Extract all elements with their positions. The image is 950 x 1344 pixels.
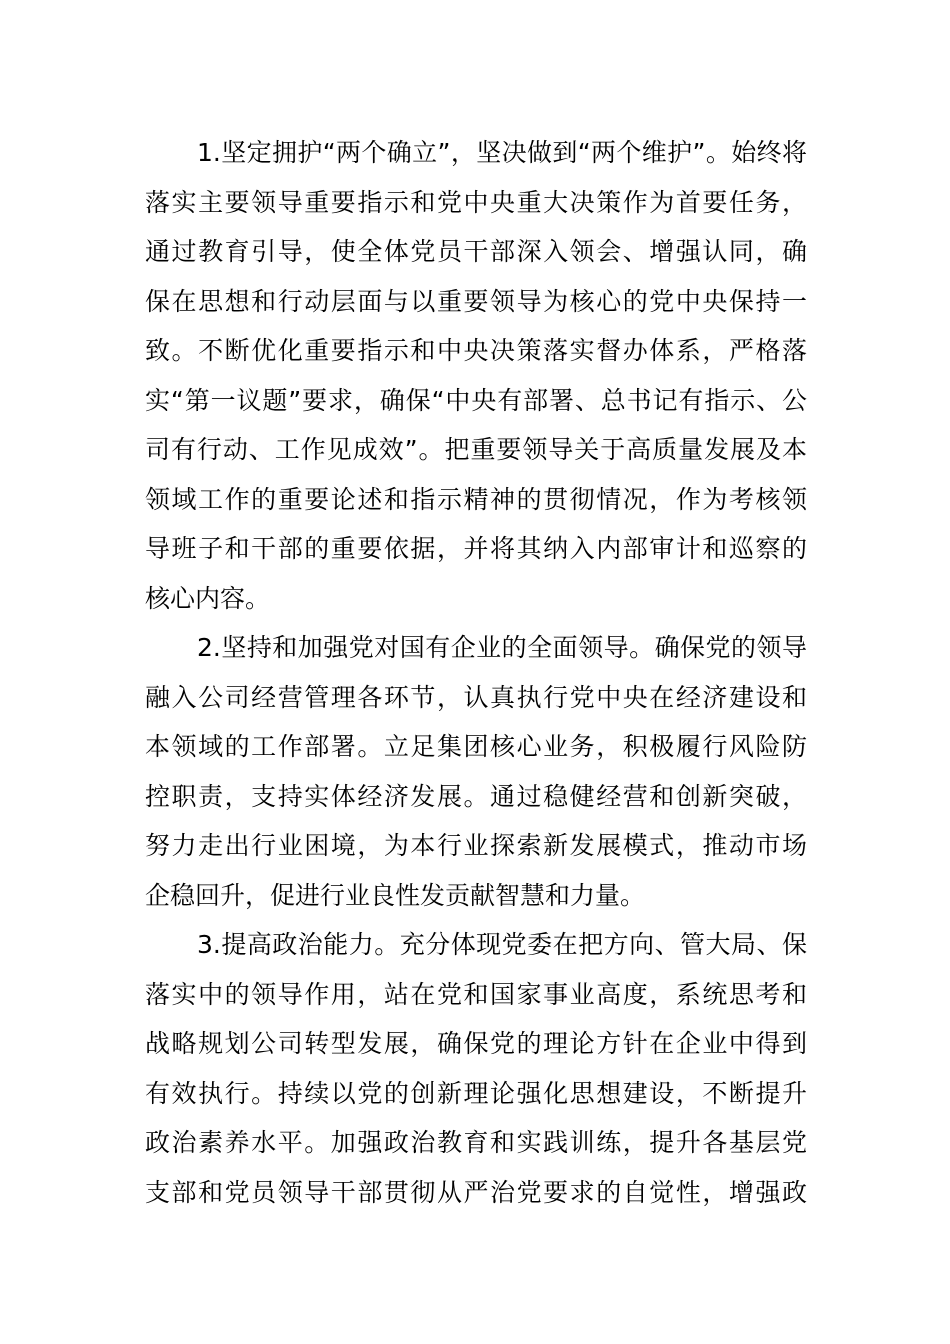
- paragraph-line: 落实主要领导重要指示和党中央重大决策作为首要任务，: [145, 187, 807, 217]
- paragraph-line: 落实中的领导作用，站在党和国家事业高度，系统思考和: [145, 979, 807, 1009]
- document-body: [145, 128, 807, 1217]
- paragraph-line: 保在思想和行动层面与以重要领导为核心的党中央保持一: [145, 286, 807, 316]
- paragraph-line: 1.坚定拥护“两个确立”，坚决做到“两个维护”。始终将: [197, 138, 807, 167]
- paragraph-1: [145, 128, 807, 623]
- paragraph-2: [145, 623, 807, 920]
- paragraph-line: 本领域的工作部署。立足集团核心业务，积极履行风险防: [145, 732, 807, 761]
- paragraph-line: 2.坚持和加强党对国有企业的全面领导。确保党的领导: [197, 633, 807, 662]
- paragraph-line: 实“第一议题”要求，确保“中央有部署、总书记有指示、公: [145, 385, 807, 415]
- paragraph-line: 3.提高政治能力。充分体现党委在把方向、管大局、保: [197, 930, 807, 959]
- paragraph-line: 支部和党员领导干部贯彻从严治党要求的自觉性，增强政: [145, 1177, 807, 1207]
- paragraph-line: 有效执行。持续以党的创新理论强化思想建设，不断提升: [145, 1078, 807, 1108]
- paragraph-line: 核心内容。: [145, 583, 271, 613]
- paragraph-line: 领域工作的重要论述和指示精神的贯彻情况，作为考核领: [145, 484, 807, 514]
- paragraph-line: 控职责，支持实体经济发展。通过稳健经营和创新突破，: [145, 781, 807, 811]
- paragraph-line: 融入公司经营管理各环节，认真执行党中央在经济建设和: [145, 682, 807, 712]
- paragraph-3: [145, 920, 807, 1217]
- paragraph-line: 司有行动、工作见成效”。把重要领导关于高质量发展及本: [145, 435, 807, 464]
- paragraph-line: 政治素养水平。加强政治教育和实践训练，提升各基层党: [145, 1128, 807, 1157]
- paragraph-line: 通过教育引导，使全体党员干部深入领会、增强认同，确: [145, 237, 807, 266]
- paragraph-line: 战略规划公司转型发展，确保党的理论方针在企业中得到: [145, 1029, 807, 1058]
- paragraph-line: 导班子和干部的重要依据，并将其纳入内部审计和巡察的: [145, 534, 807, 563]
- paragraph-line: 努力走出行业困境，为本行业探索新发展模式，推动市场: [145, 831, 807, 860]
- paragraph-line: 致。不断优化重要指示和中央决策落实督办体系，严格落: [145, 336, 807, 365]
- paragraph-line: 企稳回升，促进行业良性发贡献智慧和力量。: [145, 880, 646, 910]
